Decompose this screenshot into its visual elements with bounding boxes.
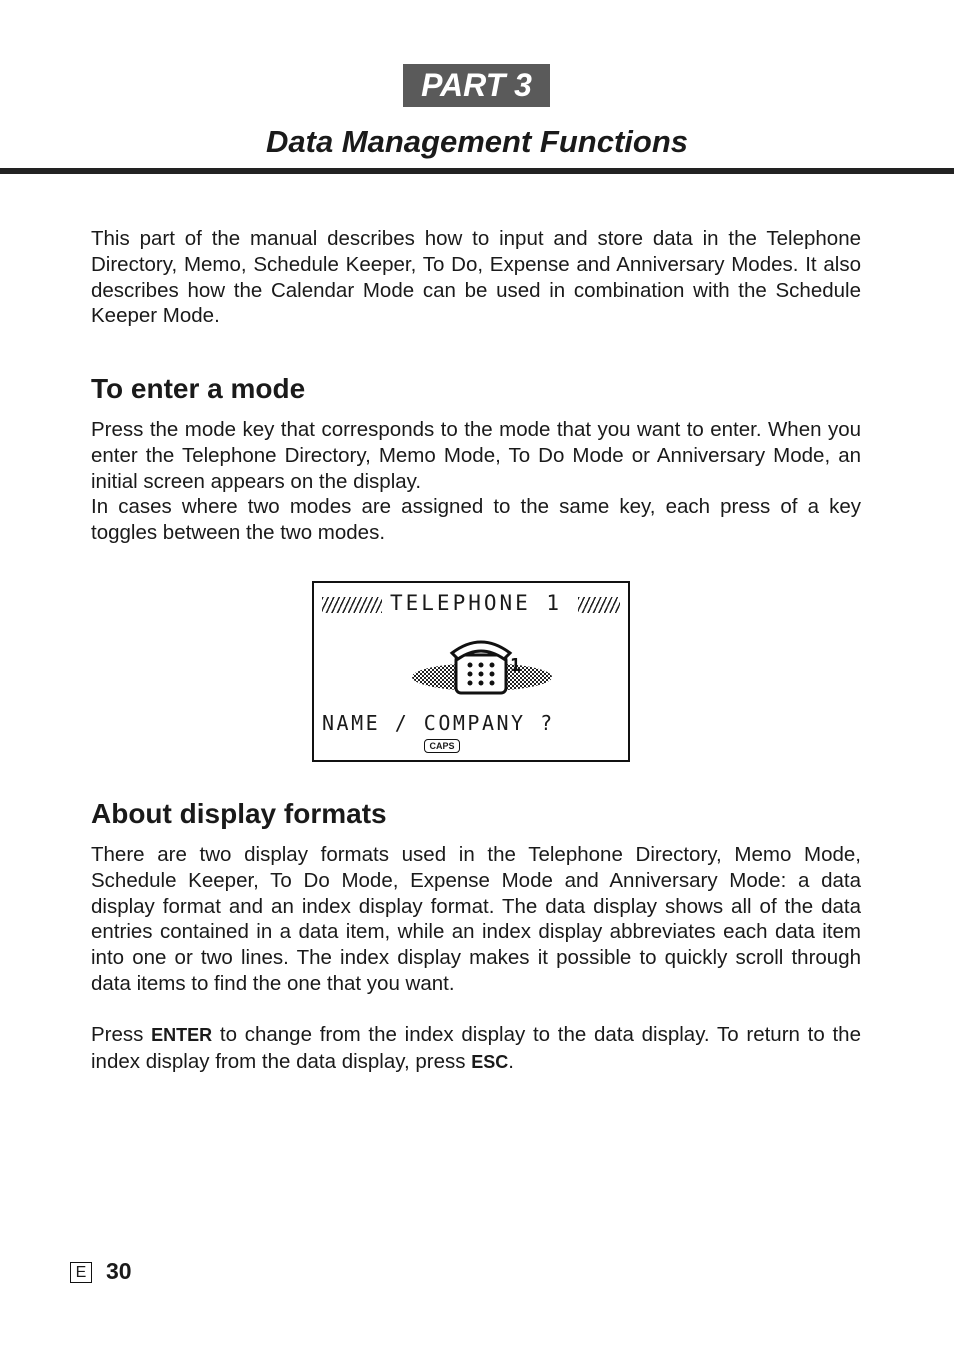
text-run: . <box>508 1049 514 1073</box>
intro-paragraph: This part of the manual describes how to input and store data in the Telephone Directory, Memo, Schedule Keeper, To Do, Expense and Anniversary Modes. It also describes how the Calendar Mode can be used in combination with the Schedule Keeper Mode. <box>91 227 861 328</box>
enter-key-label: ENTER <box>151 1025 213 1045</box>
text-run: Press <box>91 1023 152 1046</box>
enter-mode-paragraph-2: In cases where two modes are assigned to the same key, each press of a key toggles between the two modes. <box>91 495 861 544</box>
telephone-icon <box>412 633 554 699</box>
hatch-pattern-left <box>322 597 382 613</box>
header-rule <box>0 168 954 174</box>
part-badge: PART 3 <box>403 64 550 107</box>
lcd-prompt-text: NAME / COMPANY ? <box>322 711 555 735</box>
display-formats-paragraph-2 <box>91 1022 861 1076</box>
lcd-phone-index: 1 <box>510 655 521 676</box>
language-marker: E <box>70 1262 92 1283</box>
page-number: 30 <box>106 1258 132 1284</box>
display-formats-paragraph-1: There are two display formats used in the Telephone Directory, Memo Mode, Schedule Keeper, To Do Mode, Expense Mode and Anniversary Mode: a data display format and an index display format. The data display shows all of the data entries contained in a data item, while an index display abbreviates each data item into one or two lines. The index display makes it possible to quickly scroll through data items to find the one that you want. <box>91 843 861 995</box>
text-run: to change from the index display to the data display. To return to the index display from the data display, press <box>91 1023 861 1073</box>
lcd-title-text: TELEPHONE 1 <box>390 591 563 615</box>
section-heading-enter-mode: To enter a mode <box>91 373 306 404</box>
lcd-display-illustration <box>312 581 630 762</box>
hatch-pattern-right <box>578 597 620 613</box>
caps-indicator: CAPS <box>424 739 460 753</box>
section-heading-display-formats: About display formats <box>91 798 387 829</box>
esc-key-label: ESC <box>471 1051 509 1072</box>
lcd-title-bar <box>314 591 628 615</box>
enter-mode-paragraph-1: Press the mode key that corresponds to the mode that you want to enter. When you enter the Telephone Directory, Memo Mode, To Do Mode or Anniversary Mode, an initial screen appears on the display. <box>91 418 861 493</box>
chapter-title: Data Management Functions <box>266 124 688 159</box>
